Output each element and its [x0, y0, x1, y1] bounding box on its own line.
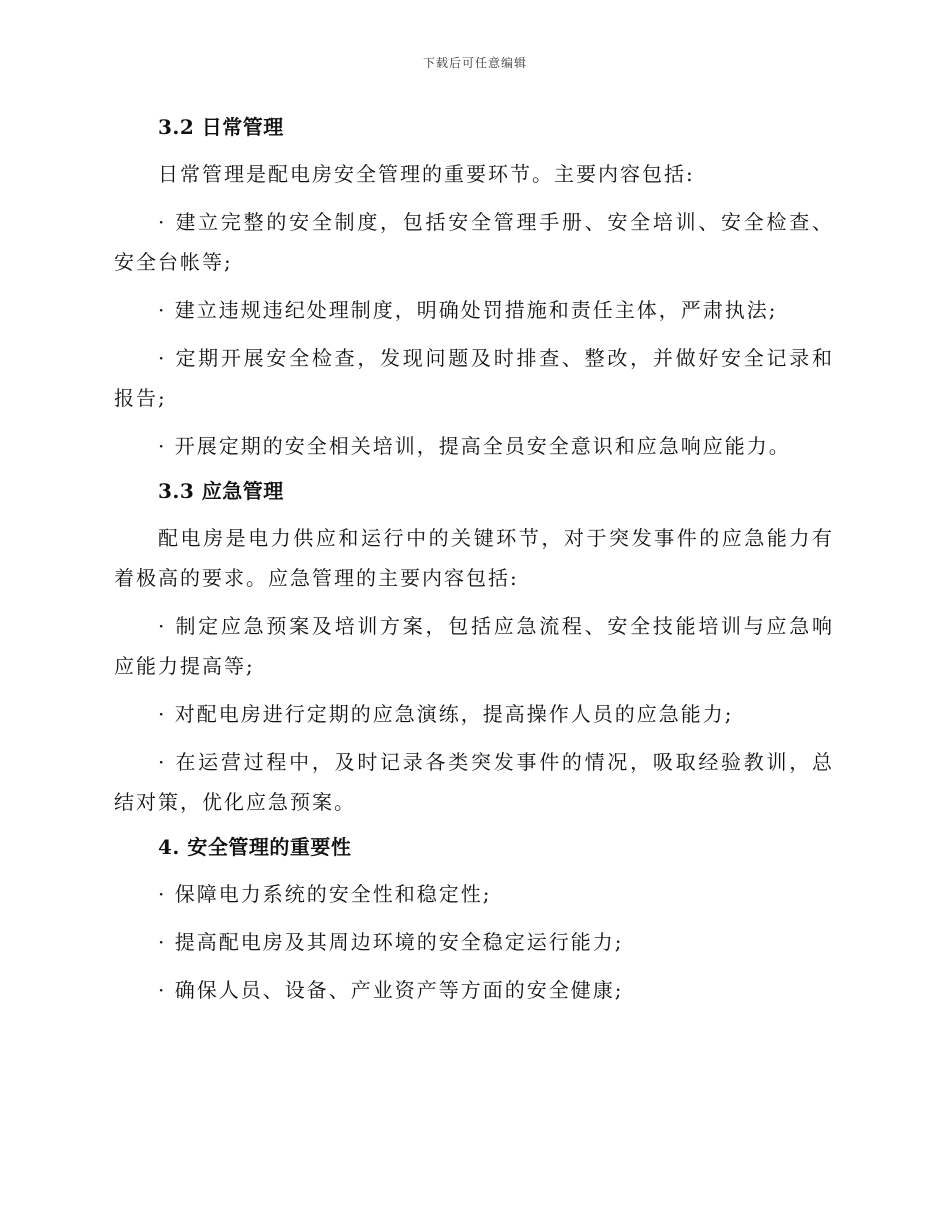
section-daily-management — [114, 110, 834, 466]
paragraph: 配电房是电力供应和运行中的关键环节，对于突发事件的应急能力有着极高的要求。应急管理的主要内容包括: — [114, 526, 834, 590]
bullet-item: · 开展定期的安全相关培训，提高全员安全意识和应急响应能力。 — [158, 434, 791, 458]
section-heading: 3.3 应急管理 — [158, 479, 284, 503]
bullet-item: · 提高配电房及其周边环境的安全稳定运行能力; — [158, 930, 624, 954]
bullet-item: · 建立完整的安全制度，包括安全管理手册、安全培训、安全检查、安全台帐等; — [114, 210, 834, 274]
section-importance — [114, 830, 834, 1010]
bullet-item: · 确保人员、设备、产业资产等方面的安全健康; — [158, 978, 624, 1002]
bullet-item: · 保障电力系统的安全性和稳定性; — [158, 882, 492, 906]
bullet-item: · 在运营过程中，及时记录各类突发事件的情况，吸取经验教训，总结对策，优化应急预案。 — [114, 750, 834, 814]
bullet-item: · 建立违规违纪处理制度，明确处罚措施和责任主体，严肃执法; — [158, 298, 778, 322]
bullet-item: · 制定应急预案及培训方案，包括应急流程、安全技能培训与应急响应能力提高等; — [114, 614, 834, 678]
document-body — [114, 110, 834, 1018]
section-heading: 4. 安全管理的重要性 — [158, 835, 352, 859]
header-note: 下载后可任意编辑 — [422, 56, 527, 70]
paragraph: 日常管理是配电房安全管理的重要环节。主要内容包括: — [158, 162, 695, 186]
bullet-item: · 对配电房进行定期的应急演练，提高操作人员的应急能力; — [158, 702, 734, 726]
section-emergency-management — [114, 474, 834, 822]
bullet-item: · 定期开展安全检查，发现问题及时排查、整改，并做好安全记录和报告; — [114, 346, 834, 410]
section-heading: 3.2 日常管理 — [158, 115, 284, 139]
